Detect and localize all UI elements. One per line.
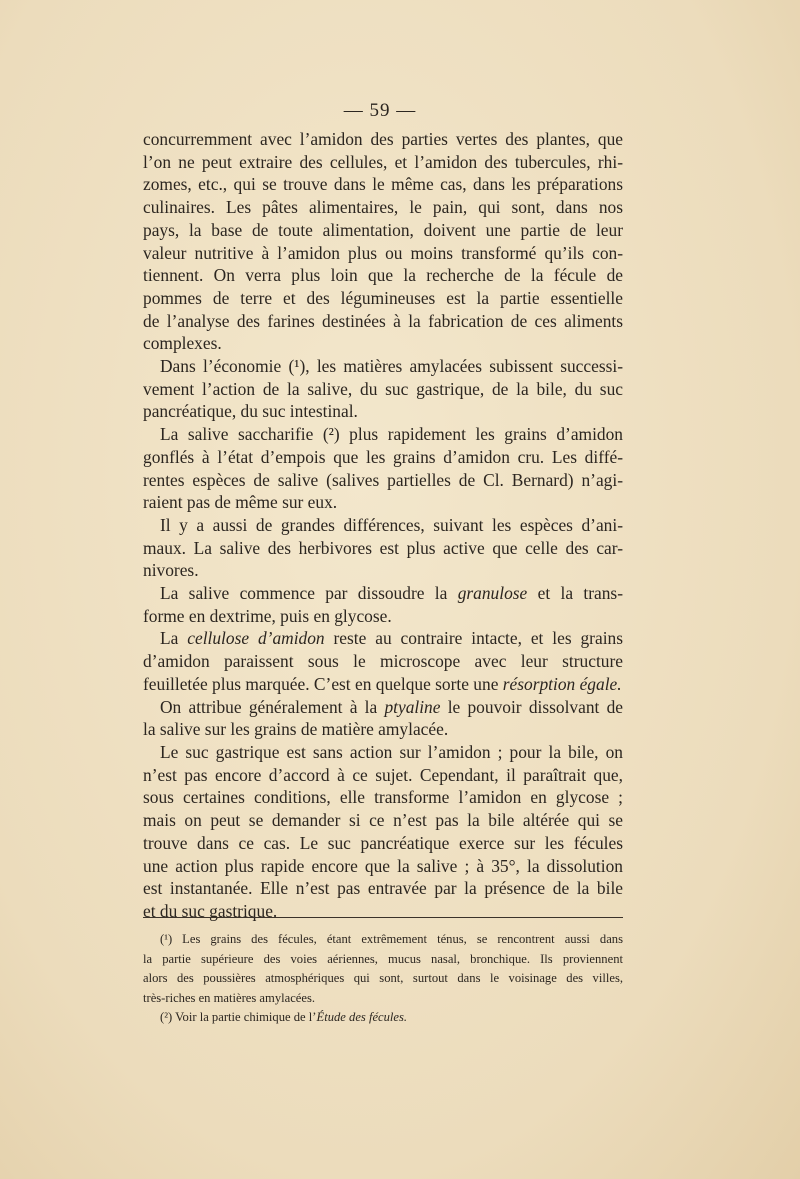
text-line: raient pas de même sur eux. (143, 492, 338, 513)
body-text (143, 128, 623, 923)
text-line: et du suc gastrique. (143, 900, 278, 921)
text-line: culinaires. Les pâtes alimentaires, le pain, qui sont, dans nos (143, 197, 623, 218)
text-line: une action plus rapide encore que la salive ; à 35°, la dissolution (143, 855, 623, 876)
footnote-separator (143, 917, 623, 918)
page-number: — 59 — (343, 100, 417, 121)
text-line: la salive sur les grains de matière amylacée. (143, 719, 449, 740)
text-line: Le suc gastrique est sans action sur l’amidon ; pour la bile, on (160, 741, 623, 762)
text-line: de l’analyse des farines destinées à la fabrication de ces aliments (143, 310, 623, 331)
footnote-line: (¹) Les grains des fécules, étant extrêmement ténus, se rencontrent aussi dans (160, 932, 623, 946)
text-line: n’est pas encore d’accord à ce sujet. Cependant, il paraîtrait que, (143, 764, 623, 785)
text-line: La salive commence par dissoudre la granulose et la trans- (160, 583, 623, 604)
text-line: sous certaines conditions, elle transforme l’amidon en glycose ; (143, 787, 623, 808)
footnote-line: très-riches en matières amylacées. (143, 990, 316, 1005)
text-line: mais on peut se demander si ce n’est pas la bile altérée qui se (143, 810, 623, 831)
text-line: pays, la base de toute alimentation, doivent une partie de leur (143, 219, 623, 240)
text-line: tiennent. On verra plus loin que la recherche de la fécule de (143, 265, 623, 286)
text-line: vement l’action de la salive, du suc gastrique, de la bile, du suc (143, 378, 623, 399)
footnote-line: la partie supérieure des voies aériennes, mucus nasal, bronchique. Ils proviennent (143, 951, 623, 966)
text-line: d’amidon paraissent sous le microscope avec leur structure (143, 651, 623, 672)
text-line: l’on ne peut extraire des cellules, et l’amidon des tubercules, rhi- (143, 151, 623, 172)
text-line: On attribue généralement à la ptyaline le pouvoir dissolvant de (160, 696, 623, 717)
text-line: complexes. (143, 333, 222, 354)
text-line: est instantanée. Elle n’est pas entravée par la présence de la bile (143, 878, 623, 899)
text-line: feuilletée plus marquée. C’est en quelque sorte une résorption égale. (143, 673, 622, 694)
text-line: nivores. (143, 560, 199, 581)
text-line: zomes, etc., qui se trouve dans le même cas, dans les préparations (143, 174, 623, 195)
text-line: pommes de terre et des légumineuses est la partie essentielle (143, 287, 623, 308)
text-line: maux. La salive des herbivores est plus active que celle des car- (143, 537, 623, 558)
text-line: pancréatique, du suc intestinal. (143, 401, 358, 422)
text-line: La cellulose d’amidon reste au contraire intacte, et les grains (160, 628, 623, 649)
text-line: valeur nutritive à l’amidon plus ou moins transformé qu’ils con- (143, 242, 623, 263)
text-line: forme en dextrime, puis en glycose. (143, 605, 392, 626)
footnotes (143, 930, 623, 1028)
text-line: trouve dans ce cas. Le suc pancréatique exerce sur les fécules (143, 832, 623, 853)
text-line: Il y a aussi de grandes différences, suivant les espèces d’ani- (160, 514, 623, 535)
footnote-line: (²) Voir la partie chimique de l’Étude des fécules. (160, 1010, 408, 1024)
text-line: La salive saccharifie (²) plus rapidement les grains d’amidon (160, 424, 623, 445)
text-line: gonflés à l’état d’empois que les grains d’amidon cru. Les diffé- (143, 446, 623, 467)
footnote-line: alors des poussières atmosphériques qui sont, surtout dans le voisinage des villes, (143, 971, 623, 985)
text-line: concurremment avec l’amidon des parties vertes des plantes, que (143, 129, 623, 149)
text-line: rentes espèces de salive (salives partielles de Cl. Bernard) n’agi- (143, 469, 623, 490)
text-line: Dans l’économie (¹), les matières amylacées subissent successi- (160, 356, 623, 377)
